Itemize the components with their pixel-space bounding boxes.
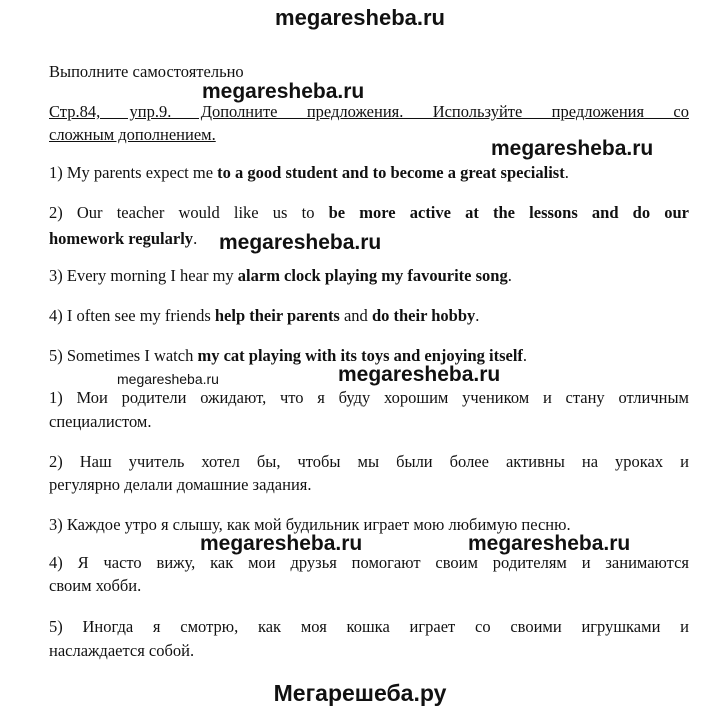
russian-sentence-4-line2: своим хобби. bbox=[49, 576, 142, 595]
small-watermark: megaresheba.ru bbox=[117, 371, 219, 387]
russian-sentence-3: 3) Каждое утро я слышу, как мой будильник играет мою любимую песню. bbox=[49, 515, 571, 534]
russian-sentence-1-line2: специалистом. bbox=[49, 412, 152, 431]
sentence-punct: . bbox=[564, 163, 569, 182]
inline-watermark: megaresheba.ru bbox=[202, 80, 365, 103]
sentence-punct: . bbox=[193, 229, 198, 248]
inline-watermark: megaresheba.ru bbox=[468, 532, 631, 555]
header-watermark: megaresheba.ru bbox=[275, 5, 445, 30]
sentence-text: 1) My parents expect me bbox=[49, 163, 218, 182]
sentence-punct: . bbox=[507, 266, 512, 285]
inline-watermark: megaresheba.ru bbox=[491, 137, 654, 160]
russian-sentence-5-line1: 5) Иногда я смотрю, как моя кошка играет со своими игрушками и bbox=[49, 617, 689, 636]
answer-text: alarm clock playing my favourite song bbox=[237, 266, 508, 285]
sentence-text: and bbox=[339, 306, 372, 325]
answer-text: my cat playing with its toys and enjoying itself bbox=[197, 346, 523, 365]
answer-text: do their hobby bbox=[371, 306, 476, 325]
task-heading-line2: сложным дополнением. bbox=[49, 125, 216, 144]
sentence-punct: . bbox=[522, 346, 528, 365]
inline-watermark: megaresheba.ru bbox=[200, 532, 363, 555]
russian-sentence-2-line1: 2) Наш учитель хотел бы, чтобы мы были более активны на уроках и bbox=[49, 452, 689, 471]
sentence-text: 4) I often see my friends bbox=[49, 306, 215, 325]
answer-text: help their parents bbox=[214, 306, 340, 325]
english-sentence-4 bbox=[49, 305, 689, 326]
russian-sentence-5-line2: наслаждается собой. bbox=[49, 641, 195, 660]
english-sentence-3 bbox=[49, 265, 689, 286]
sentence-text: 5) Sometimes I watch bbox=[49, 346, 198, 365]
russian-sentence-2-line2: регулярно делали домашние задания. bbox=[49, 475, 312, 494]
footer-watermark: Мегарешеба.ру bbox=[273, 680, 447, 706]
instruction-text: Выполните самостоятельно bbox=[49, 62, 244, 81]
answer-text: be more active at the lessons and do our bbox=[328, 203, 689, 222]
task-heading-line1: Стр.84, упр.9. Дополните предложения. Используйте предложения со bbox=[49, 102, 689, 121]
answer-text: to a good student and to become a great specialist bbox=[217, 163, 565, 182]
inline-watermark: megaresheba.ru bbox=[338, 363, 501, 386]
inline-watermark: megaresheba.ru bbox=[219, 231, 382, 254]
russian-sentence-4-line1: 4) Я часто вижу, как мои друзья помогают своим родителям и занимаются bbox=[49, 553, 689, 572]
russian-sentence-1-line1: 1) Мои родители ожидают, что я буду хорошим учеником и стану отличным bbox=[49, 388, 689, 407]
answer-text: homework regularly bbox=[49, 229, 194, 248]
english-sentence-2-line1 bbox=[49, 202, 689, 223]
sentence-text: 2) Our teacher would like us to bbox=[49, 203, 329, 222]
english-sentence-1 bbox=[49, 162, 689, 183]
sentence-text: 3) Every morning I hear my bbox=[49, 266, 238, 285]
sentence-punct: . bbox=[475, 306, 480, 325]
